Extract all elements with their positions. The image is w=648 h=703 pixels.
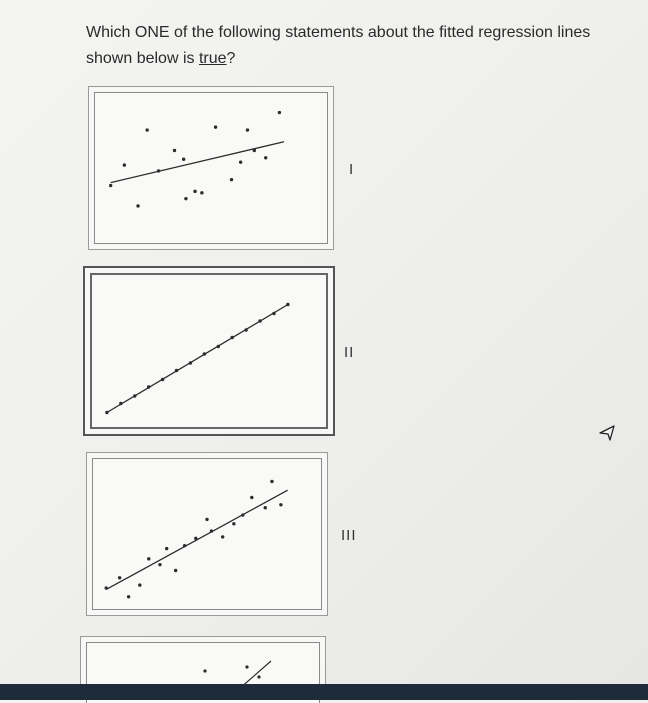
data-point	[244, 328, 247, 331]
data-point	[105, 586, 108, 589]
option-label-2: II	[344, 344, 355, 361]
data-point	[217, 345, 220, 348]
data-point	[258, 319, 261, 322]
data-point	[182, 158, 185, 161]
data-point	[174, 569, 177, 572]
data-point	[109, 184, 112, 187]
data-point	[231, 336, 234, 339]
data-point	[165, 547, 168, 550]
data-point	[145, 128, 148, 131]
question-emphasis: true	[198, 50, 227, 67]
data-point	[147, 385, 150, 388]
question-prefix: Which ONE of the following statements about the fitted regression lines shown below is	[86, 24, 591, 67]
data-point	[232, 522, 235, 525]
data-point	[278, 111, 281, 114]
scatter-plot-1	[89, 87, 333, 249]
data-point	[158, 563, 161, 566]
data-point	[272, 312, 275, 315]
data-point	[279, 503, 282, 506]
option-plot-1[interactable]	[88, 86, 334, 250]
data-point	[241, 513, 244, 516]
data-point	[214, 125, 217, 128]
data-point	[253, 149, 256, 152]
cursor-arrow-icon	[598, 424, 616, 442]
data-point	[161, 378, 164, 381]
data-point	[123, 163, 126, 166]
regression-line	[111, 142, 284, 183]
data-point	[183, 544, 186, 547]
data-point	[173, 149, 176, 152]
data-point	[194, 537, 197, 540]
data-point	[157, 169, 160, 172]
data-point	[286, 303, 289, 306]
data-point	[221, 535, 224, 538]
data-point	[200, 191, 203, 194]
option-plot-2[interactable]	[83, 266, 335, 436]
data-point	[210, 529, 213, 532]
scatter-plot-2	[85, 268, 333, 434]
data-point	[264, 156, 267, 159]
data-point	[230, 178, 233, 181]
option-label-3: III	[341, 527, 357, 544]
data-point	[127, 595, 130, 598]
regression-line	[106, 490, 287, 589]
data-point	[250, 496, 253, 499]
data-point	[147, 557, 150, 560]
data-point	[133, 394, 136, 397]
data-point	[119, 402, 122, 405]
question-text	[86, 20, 606, 72]
data-point	[184, 197, 187, 200]
data-point	[175, 369, 178, 372]
option-label-1: I	[349, 161, 355, 178]
question-suffix: ?	[226, 50, 236, 67]
taskbar	[0, 684, 648, 700]
data-point	[205, 518, 208, 521]
data-point	[239, 160, 242, 163]
option-plot-3[interactable]	[86, 452, 328, 616]
data-point	[193, 190, 196, 193]
data-point	[203, 352, 206, 355]
data-point	[246, 128, 249, 131]
scatter-plot-3	[87, 453, 327, 615]
data-point	[264, 506, 267, 509]
data-point	[189, 361, 192, 364]
data-point	[138, 583, 141, 586]
data-point	[270, 480, 273, 483]
data-point	[136, 204, 139, 207]
data-point	[118, 576, 121, 579]
data-point	[105, 411, 108, 414]
